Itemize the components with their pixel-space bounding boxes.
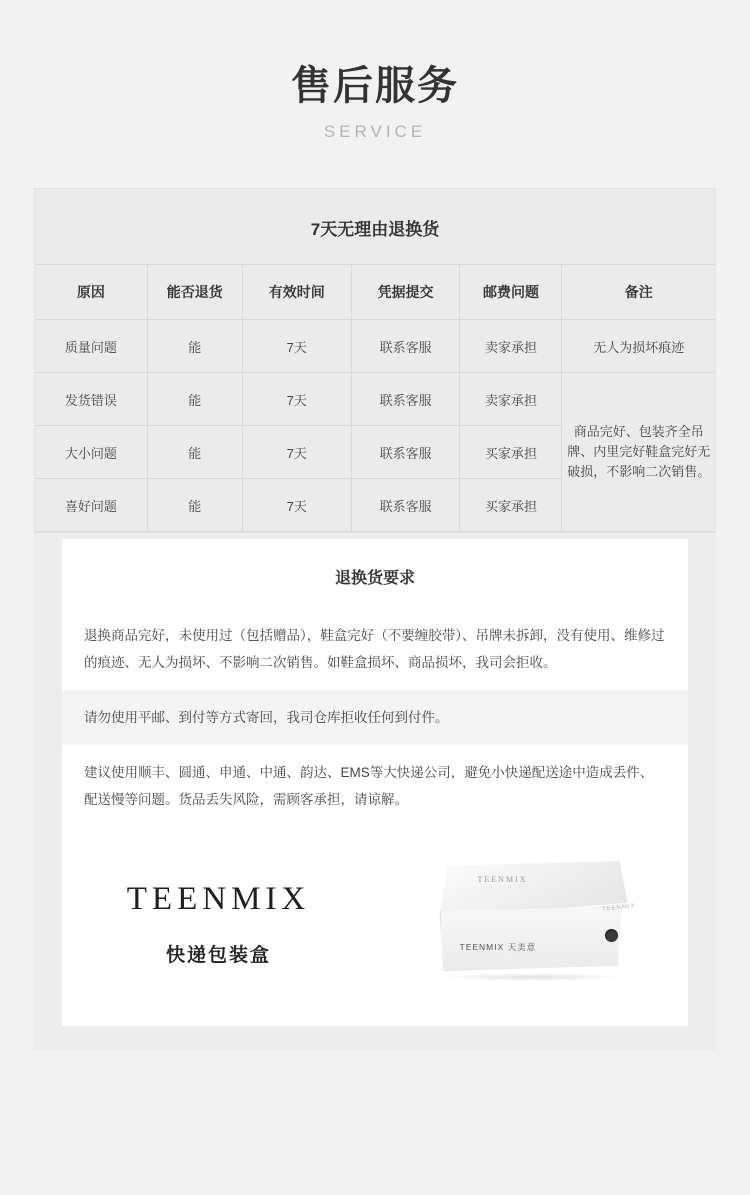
box-shadow — [444, 973, 620, 981]
cell-valid-time: 7天 — [242, 320, 351, 373]
table-header-row — [35, 265, 715, 320]
refund-table-caption: 7天无理由退换货 — [35, 189, 715, 264]
table-row — [35, 373, 715, 426]
brand-caption: 快递包装盒 — [165, 944, 271, 966]
page-header — [0, 0, 750, 142]
shoe-box-image — [375, 861, 688, 986]
box-body-label: TEENMIX 天美意 — [459, 942, 537, 952]
cell-proof: 联系客服 — [351, 373, 460, 426]
refund-table-card — [34, 188, 716, 533]
column-header-proof: 凭据提交 — [351, 265, 460, 320]
box-side-label: TEENMIX — [601, 903, 636, 913]
column-header-valid-time: 有效时间 — [242, 265, 351, 320]
requirement-paragraph-2: 请勿使用平邮、到付等方式寄回，我司仓库拒收任何到付件。 — [62, 690, 688, 745]
cell-reason: 喜好问题 — [35, 479, 147, 532]
cell-note: 无人为损坏痕迹 — [562, 320, 715, 373]
cell-proof: 联系客服 — [351, 320, 460, 373]
cell-can-return: 能 — [147, 373, 242, 426]
table-row — [35, 320, 715, 373]
column-header-note: 备注 — [562, 265, 715, 320]
cell-proof: 联系客服 — [351, 479, 460, 532]
brand-name: TEENMIX — [126, 880, 311, 917]
cell-reason: 发货错误 — [35, 373, 147, 426]
cell-can-return: 能 — [147, 320, 242, 373]
cell-fee: 卖家承担 — [460, 373, 562, 426]
cell-reason: 质量问题 — [35, 320, 147, 373]
column-header-fee: 邮费问题 — [460, 265, 562, 320]
column-header-can-return: 能否退货 — [147, 265, 242, 320]
page-subtitle: SERVICE — [323, 122, 427, 141]
box-body — [440, 907, 622, 971]
box-handle-hole-icon — [605, 929, 618, 942]
cell-valid-time: 7天 — [242, 426, 351, 479]
cell-can-return: 能 — [147, 426, 242, 479]
cell-merged-note: 商品完好、包装齐全吊牌、内里完好鞋盒完好无破损，不影响二次销售。 — [562, 373, 715, 532]
cell-fee: 卖家承担 — [460, 320, 562, 373]
brand-text-block — [62, 881, 375, 967]
requirements-section — [34, 533, 716, 1050]
cell-proof: 联系客服 — [351, 426, 460, 479]
cell-reason: 大小问题 — [35, 426, 147, 479]
cell-fee: 买家承担 — [460, 426, 562, 479]
shoe-box-icon — [422, 861, 642, 986]
cell-fee: 买家承担 — [460, 479, 562, 532]
column-header-reason: 原因 — [35, 265, 147, 320]
requirement-paragraph-1: 退换商品完好，未使用过（包括赠品），鞋盒完好（不要缠胶带）、吊牌未拆卸，没有使用、维修过的痕迹、无人为损坏、不影响二次销售。如鞋盒损坏、商品损坏，我司会拒收。 — [62, 608, 688, 690]
requirement-paragraph-3: 建议使用顺丰、圆通、申通、中通、韵达、EMS等大快递公司，避免小快递配送途中造成丢件、配送慢等问题。货品丢失风险，需顾客承担，请谅解。 — [62, 745, 688, 827]
refund-policy-table — [35, 264, 715, 532]
cell-can-return: 能 — [147, 479, 242, 532]
page-title: 售后服务 — [291, 64, 459, 108]
cell-valid-time: 7天 — [242, 373, 351, 426]
brand-packaging-area — [62, 827, 688, 1026]
requirements-title: 退换货要求 — [334, 570, 415, 587]
requirements-card — [62, 539, 688, 1026]
cell-valid-time: 7天 — [242, 479, 351, 532]
box-lid-label: TEENMIX — [477, 875, 528, 884]
